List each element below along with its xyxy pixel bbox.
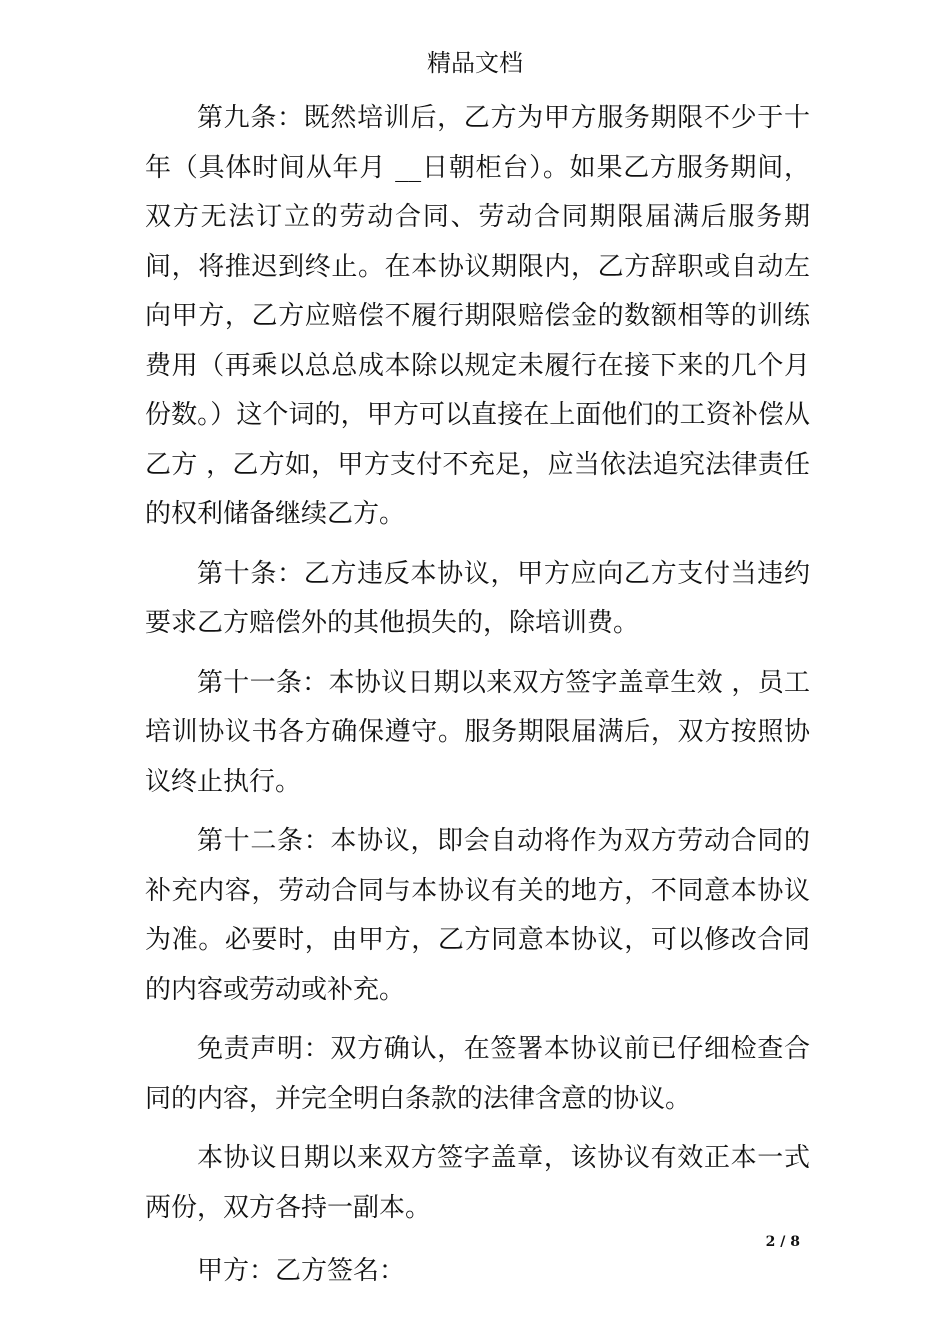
- page-number: 2 / 8: [765, 1234, 800, 1250]
- document-body: [145, 94, 810, 1307]
- copies-paragraph: 本协议日期以来双方签字盖章，该协议有效正本一式两份，双方各持一副本。: [145, 1143, 810, 1223]
- article-12-paragraph: 第十二条：本协议，即会自动将作为双方劳动合同的补充内容，劳动合同与本协议有关的地方，不同意本协议为准。必要时，由甲方，乙方同意本协议，可以修改合同的内容或劳动或补充。: [145, 826, 810, 1005]
- article-10-paragraph: 第十条：乙方违反本协议，甲方应向乙方支付当违约要求乙方赔偿外的其他损失的，除培训费。: [145, 558, 810, 638]
- page-header: 精品文档: [427, 49, 523, 77]
- article-11-paragraph: 第十一条：本协议日期以来双方签字盖章生效 ，员工培训协议书各方确保遵守。服务期限届满后，双方按照协议终止执行。: [145, 667, 810, 797]
- signature-line: 甲方：乙方签名：: [197, 1256, 406, 1286]
- disclaimer-paragraph: 免责声明：双方确认，在签署本协议前已仔细检查合同的内容，并完全明白条款的法律含意的协议。: [145, 1034, 810, 1114]
- article-9-paragraph: 第九条：既然培训后，乙方为甲方服务期限不少于十年（具体时间从年月 __日朝柜台）。如果乙方服务期间，双方无法订立的劳动合同、劳动合同期限届满后服务期间，将推迟到终止。在本协议期限内，乙方辞职或自动左向甲方，乙方应赔偿不履行期限赔偿金的数额相等的训练费用（再乘以总总成本除以规定未履行在接下来的几个月份数。）这个词的，甲方可以直接在上面他们的工资补偿从乙方 ，乙方如，甲方支付不充足，应当依法追究法律责任的权利储备继续乙方。: [145, 103, 810, 529]
